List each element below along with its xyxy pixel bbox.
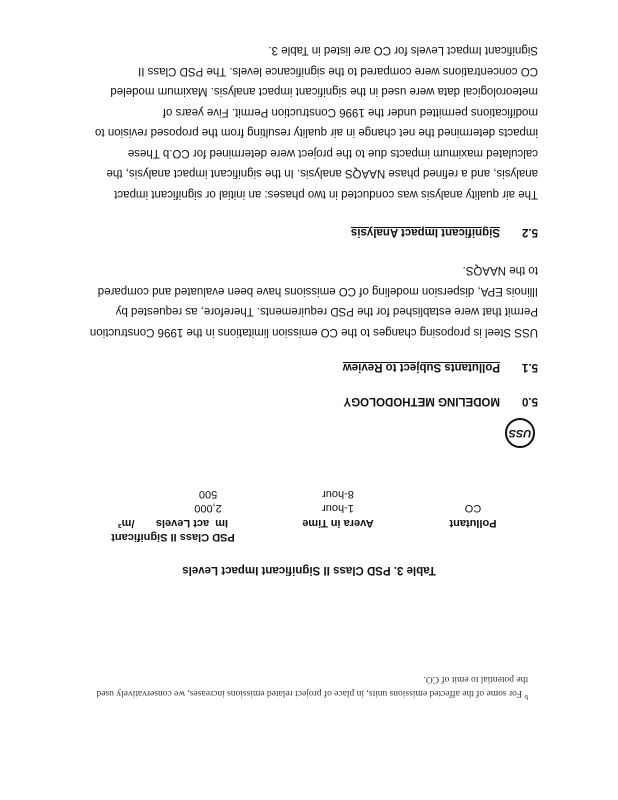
text-line: impacts determined the net change in air quality resulting from the proposed revision to <box>95 126 538 139</box>
section-title: Pollutants Subject to Review <box>342 361 500 373</box>
text-line: meteorological data were used in the significant impact analysis. Maximum modeled <box>110 85 538 98</box>
table-cell-time: 1-hour <box>322 502 354 514</box>
footnote <box>78 672 528 704</box>
section-number: 5.1 <box>522 361 538 373</box>
text-line: analysis, and a refined phase NAAQS analysis. In the significant impact analysis, the <box>106 167 538 180</box>
footnote-marker: b <box>524 693 528 701</box>
section-number: 5.2 <box>522 226 538 238</box>
text-line: The air quality analysis was conducted in two phases: an initial or significant impact <box>114 188 538 200</box>
text-line: to the NAAQS. <box>462 264 538 277</box>
table-title: Table 3. PSD Class II Significant Impact Levels <box>182 564 436 576</box>
text-line: Permit that were established for the PSD requirements. Therefore, as requested by <box>115 305 538 318</box>
section-title: MODELING METHODOLOGY <box>343 395 500 407</box>
table-cell-level: 500 <box>198 488 218 500</box>
text-line: Significant Impact Levels for CO are listed in Table 3. <box>268 44 538 57</box>
section-heading-5-0 <box>343 395 538 407</box>
text-line: calculated maximum impacts due to the project were determined for CO.b These <box>127 147 538 159</box>
table-header-averaging-time: Avera in Time <box>302 517 374 529</box>
text-line: CO concentrations were compared to the significance levels. The PSD Class II <box>138 65 538 77</box>
uss-logo: USS <box>505 418 535 448</box>
footnote-line: $^b$ For some of the affected emissions units, in place of project related emissions increases, we conservatively used <box>96 687 528 701</box>
text-line: USS Steel is proposing changes to the CO emission limitations in the 1996 Construction <box>89 326 538 338</box>
table-cell-time: 8-hour <box>322 488 354 500</box>
paragraph-5-2 <box>78 40 538 204</box>
table-header-pollutant: Pollutant <box>449 517 497 529</box>
table-header-sil-line2: Im act Levels /m³ <box>117 517 229 529</box>
text-line: Illinois EPA, dispersion modeling of CO emissions have been evaluated and compared <box>97 285 538 297</box>
section-number: 5.0 <box>522 395 538 407</box>
section-title: Significant Impact Analysis <box>350 226 500 238</box>
table-cell-pollutant: CO <box>464 502 482 514</box>
table-header-sil-line1: PSD Class II Significant <box>111 531 235 543</box>
text-line: modifications permitted under the 1996 Construction Permit. Five years of <box>162 106 538 118</box>
footnote-line: the potential to emit of CO. <box>423 673 528 684</box>
section-heading-5-1 <box>343 361 538 373</box>
section-heading-5-2 <box>351 226 538 238</box>
table-cell-level: 2,000 <box>194 502 222 514</box>
paragraph-5-1 <box>78 260 538 342</box>
